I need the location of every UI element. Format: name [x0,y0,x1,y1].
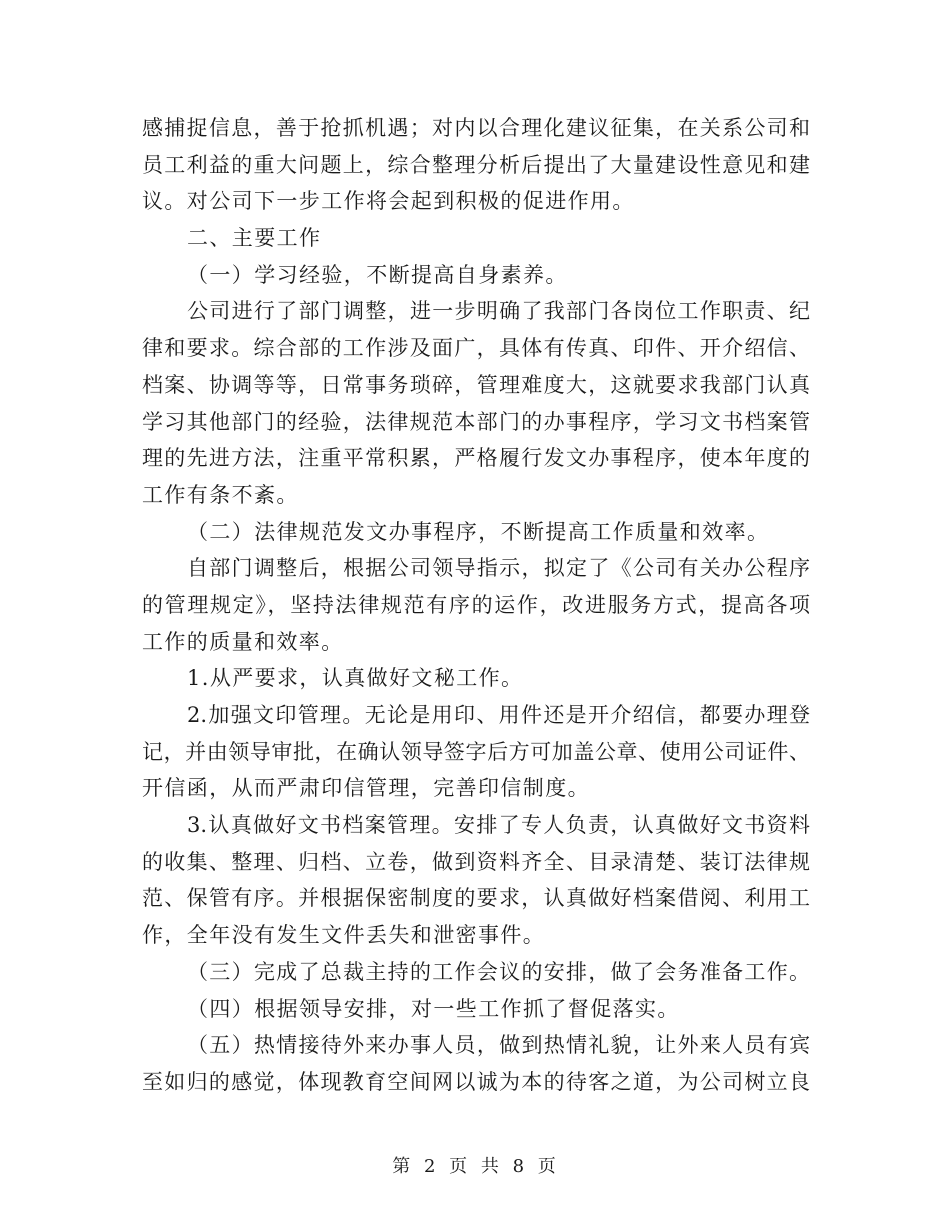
section-heading: 二、主要工作 [187,226,322,251]
text-line: 公司进行了部门调整，进一步明确了我部门各岗位工作职责、纪 [187,299,810,324]
text-line: 档案、协调等等，日常事务琐碎，管理难度大，这就要求我部门认真 [142,372,810,397]
text-line: 员工利益的重大问题上，综合整理分析后提出了大量建设性意见和建 [142,152,810,177]
text-line: 律和要求。综合部的工作涉及面广，具体有传真、印件、开介绍信、 [142,336,810,361]
subsection-heading: （二）法律规范发文办事程序，不断提高工作质量和效率。 [187,519,770,544]
text-line: 的收集、整理、归档、立卷，做到资料齐全、目录清楚、装订法律规 [142,849,810,874]
list-item: 1.从严要求，认真做好文秘工作。 [187,666,524,691]
subsection-heading: （五）热情接待外来办事人员，做到热情礼貌，让外来人员有宾 [187,1033,810,1058]
text-line: 理的先进方法，注重平常积累，严格履行发文办事程序，使本年度的 [142,446,810,471]
text-line: 记，并由领导审批，在确认领导签字后方可加盖公章、使用公司证件、 [142,739,810,764]
text-line: 开信函，从而严肃印信管理，完善印信制度。 [142,776,590,801]
list-item: 3.认真做好文书档案管理。安排了专人负责，认真做好文书资料 [187,813,810,838]
text-line: 工作的质量和效率。 [142,629,344,654]
subsection-heading: （一）学习经验，不断提高自身素养。 [187,262,568,287]
text-line: 作，全年没有发生文件丢失和泄密事件。 [142,923,546,948]
subsection-heading: （四）根据领导安排，对一些工作抓了督促落实。 [187,996,680,1021]
text-line: 的管理规定》，坚持法律规范有序的运作，改进服务方式，提高各项 [142,592,810,617]
text-line: 议。对公司下一步工作将会起到积极的促进作用。 [142,189,635,214]
text-line: 学习其他部门的经验，法律规范本部门的办事程序，学习文书档案管 [142,409,810,434]
text-line: 范、保管有序。并根据保密制度的要求，认真做好档案借阅、利用工 [142,886,810,911]
text-line: 至如归的感觉，体现教育空间网以诚为本的待客之道，为公司树立良 [142,1069,810,1094]
subsection-heading: （三）完成了总裁主持的工作会议的安排，做了会务准备工作。 [187,959,810,984]
text-line: 自部门调整后，根据公司领导指示，拟定了《公司有关办公程序 [187,556,810,581]
page-number-footer: 第 2 页 共 8 页 [392,1156,558,1177]
text-line: 工作有条不紊。 [142,482,299,507]
list-item: 2.加强文印管理。无论是用印、用件还是开介绍信，都要办理登 [187,703,810,727]
text-line: 感捕捉信息，善于抢抓机遇；对内以合理化建议征集，在关系公司和 [142,116,810,140]
document-body [142,110,810,1101]
